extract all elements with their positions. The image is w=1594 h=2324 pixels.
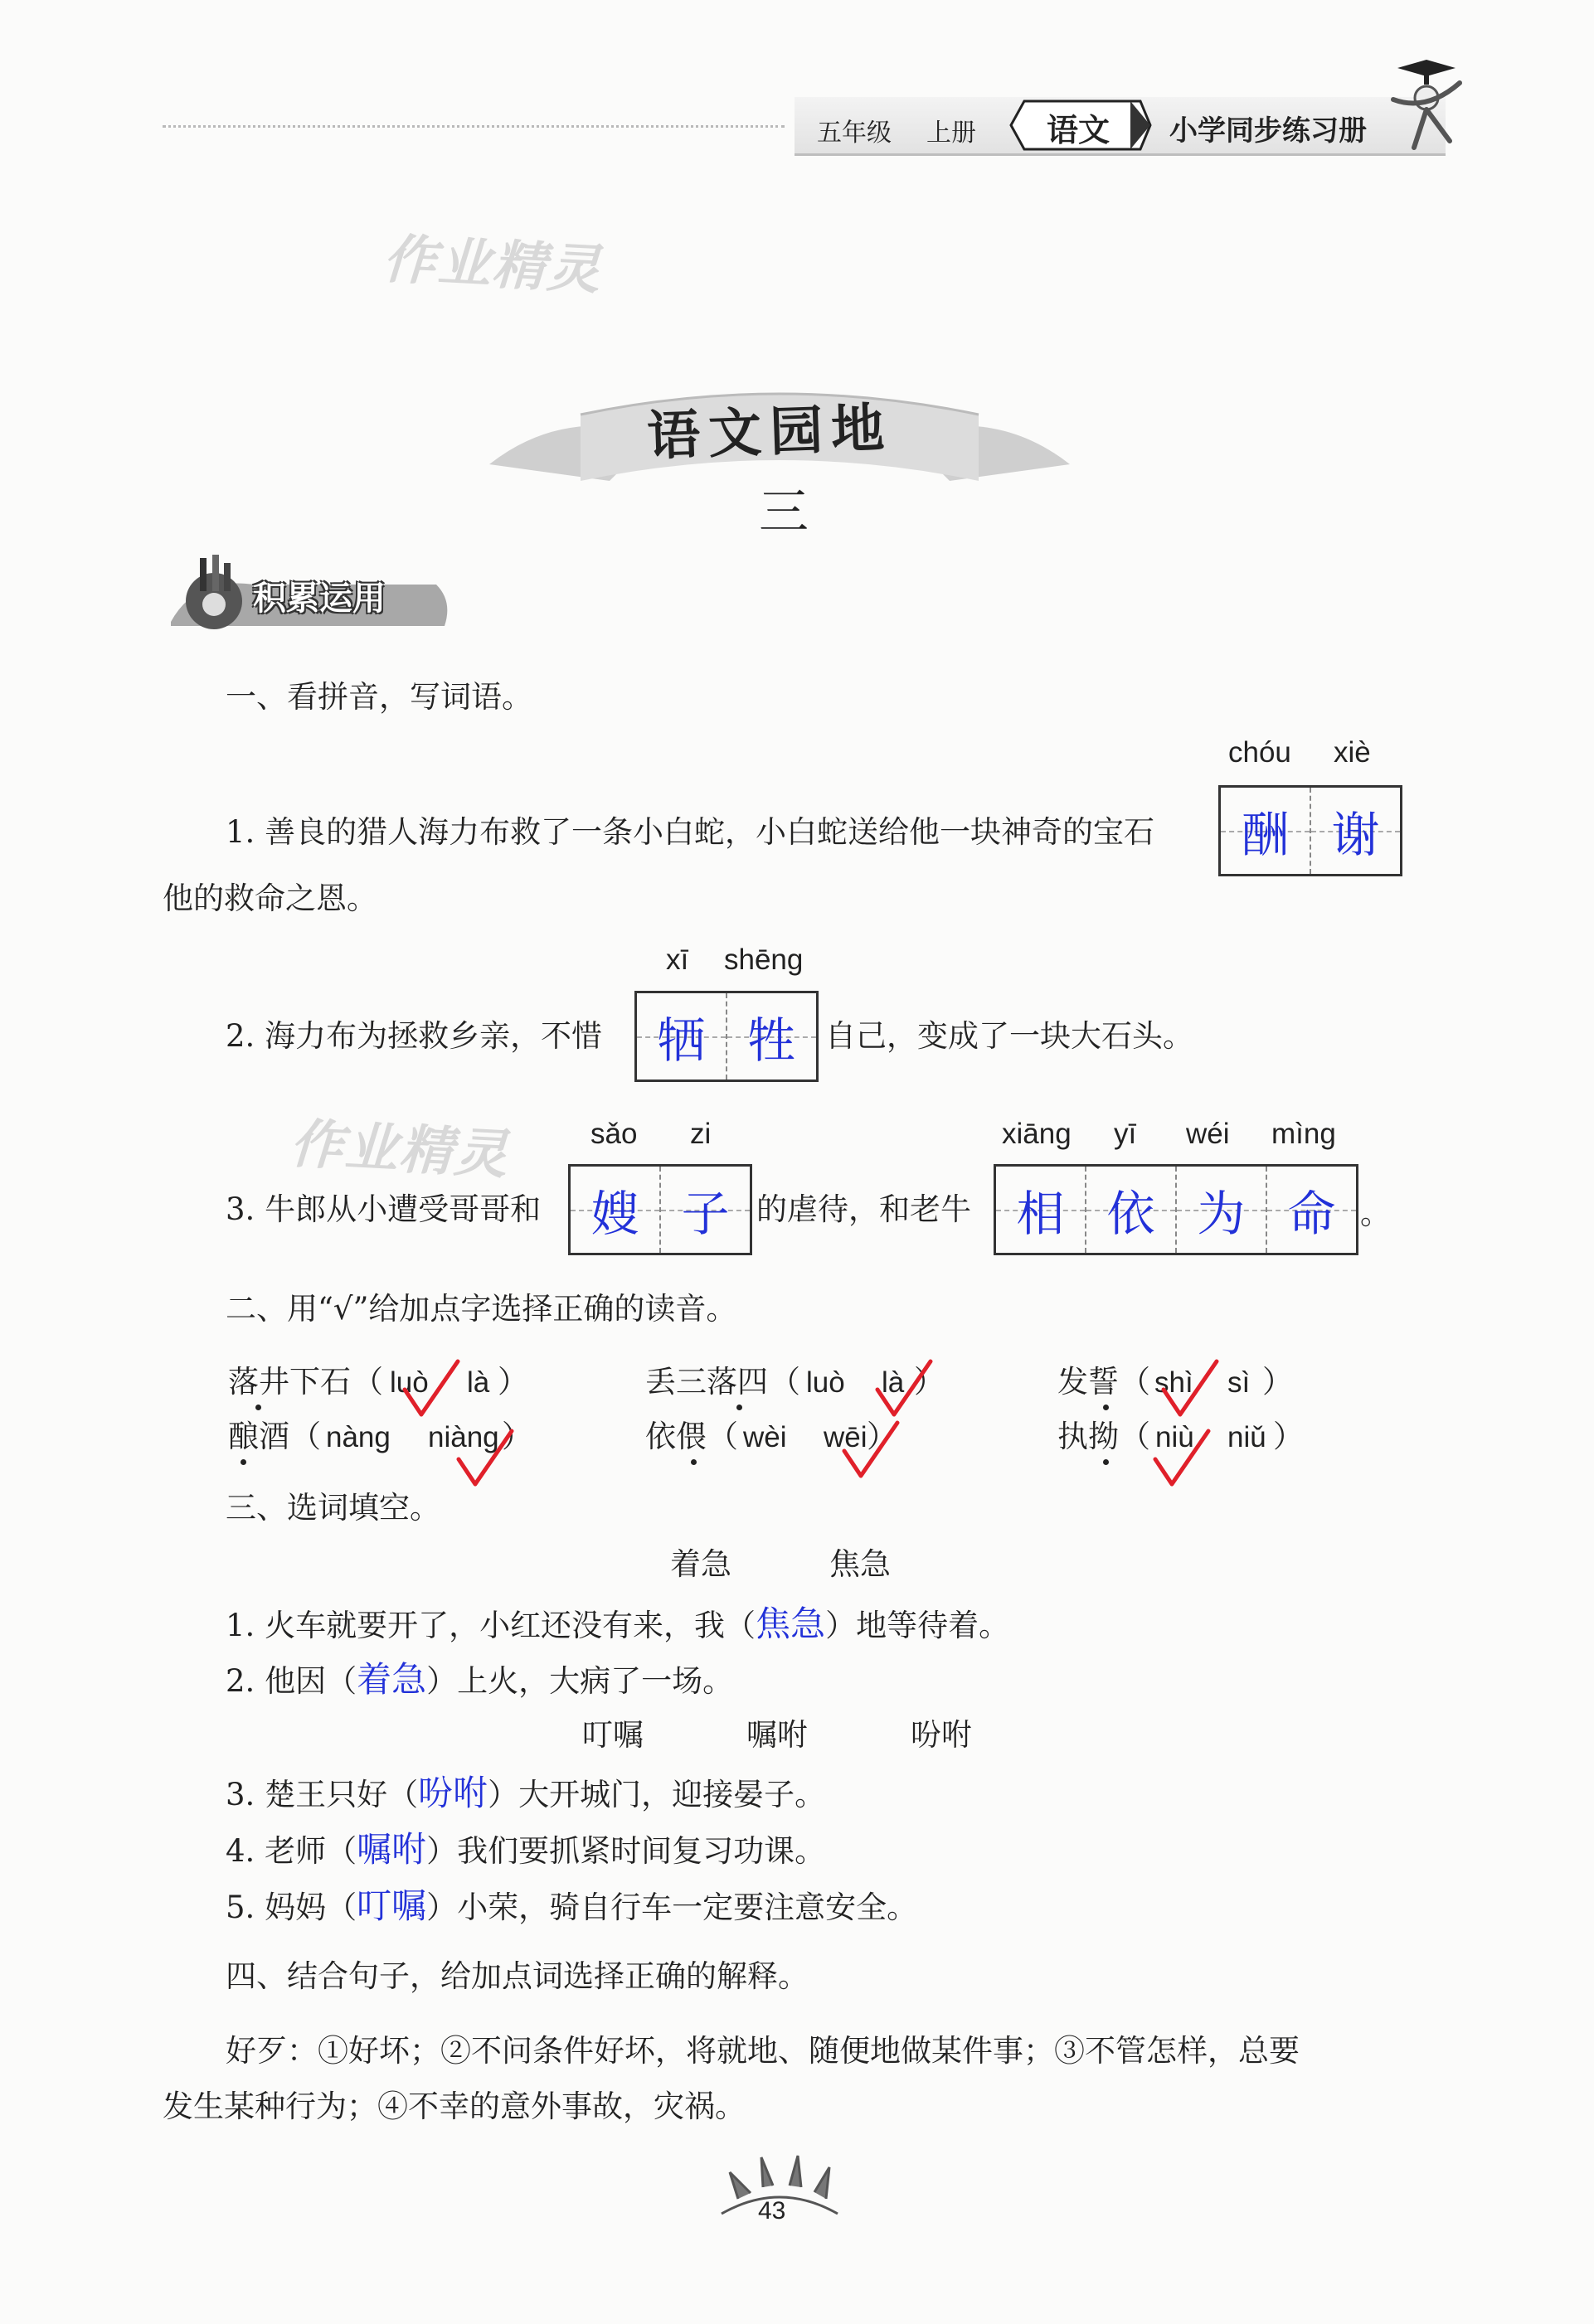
q2-item2-open: （ bbox=[770, 1364, 800, 1400]
q2-item4-opt2: niàng bbox=[428, 1421, 499, 1453]
q1-item2-pinyin-1: xī bbox=[666, 944, 689, 976]
unit-title: 语文园地 bbox=[645, 396, 894, 468]
q1-item3-answer-a-char-1: 嫂 bbox=[590, 1186, 639, 1242]
header-volume: 上册 bbox=[926, 119, 976, 148]
watermark-middle: 作业精灵 bbox=[288, 1113, 511, 1186]
q3-s4: 4. 老师（嘱咐）我们要抓紧时间复习功课。 bbox=[226, 1829, 826, 1870]
q3-s5: 5. 妈妈（叮嘱）小荣，骑自行车一定要注意安全。 bbox=[226, 1885, 918, 1926]
q3-choice-b-2: 嘱咐 bbox=[746, 1717, 808, 1753]
q2-heading: 二、用“√”给加点字选择正确的读音。 bbox=[226, 1291, 737, 1327]
q2-item2-opt2: là bbox=[882, 1366, 905, 1399]
q2-item6-emphasis-dot bbox=[1103, 1459, 1109, 1465]
q2-item6-opt1: niù bbox=[1155, 1421, 1194, 1453]
q2-item1-open: （ bbox=[352, 1364, 383, 1400]
q2-item5-word: 依偎 bbox=[645, 1419, 707, 1454]
q3-choice-b-1: 叮嘱 bbox=[582, 1717, 644, 1753]
q1-item3-text-middle: 的虐待，和老牛 bbox=[756, 1191, 971, 1227]
q3-s2-answer: 着急 bbox=[357, 1659, 427, 1700]
q2-item6-word: 执拗 bbox=[1057, 1419, 1119, 1454]
q1-item3-answer-b-char-4: 命 bbox=[1287, 1186, 1336, 1242]
q1-item1-answer-char-2: 谢 bbox=[1331, 807, 1380, 863]
unit-number: 三 bbox=[759, 483, 809, 541]
q2-item3-opt2: sì bbox=[1227, 1366, 1251, 1399]
q2-item3-emphasis-dot bbox=[1103, 1405, 1109, 1410]
q4-definition-line-2: 发生某种行为；④不幸的意外事故，灾祸。 bbox=[163, 2089, 746, 2124]
q2-item2-close: ） bbox=[914, 1364, 945, 1400]
q3-s4-answer: 嘱咐 bbox=[357, 1829, 427, 1870]
q3-s3: 3. 楚王只好（吩咐）大开城门，迎接晏子。 bbox=[226, 1773, 826, 1813]
q1-item1-text: 1. 善良的猎人海力布救了一条小白蛇，小白蛇送给他一块神奇的宝石 bbox=[226, 814, 1155, 850]
q2-item1-emphasis-dot bbox=[255, 1405, 261, 1410]
q2-item5-open: （ bbox=[707, 1419, 738, 1454]
q3-heading: 三、选词填空。 bbox=[226, 1490, 440, 1526]
q2-item6-close: ） bbox=[1273, 1419, 1304, 1454]
q3-choice-a-2: 焦急 bbox=[829, 1546, 891, 1582]
q2-item5-opt2: wēi bbox=[824, 1421, 867, 1453]
q3-choice-b-3: 吩咐 bbox=[911, 1717, 972, 1753]
q4-definition-line-1: 好歹：①好坏；②不问条件好坏，将就地、随便地做某件事；③不管怎样，总要 bbox=[226, 2033, 1300, 2069]
q1-item3-answer-b-char-2: 依 bbox=[1106, 1186, 1155, 1242]
check-mark-icon bbox=[871, 1356, 937, 1423]
q2-item4-opt1: nàng bbox=[326, 1421, 391, 1453]
q1-item3-text-before: 3. 牛郎从小遭受哥哥和 bbox=[226, 1191, 542, 1227]
q1-item2-answer-box bbox=[634, 991, 819, 1082]
q2-item5-opt1: wèi bbox=[743, 1421, 787, 1453]
q1-item3-pinyin-b-2: yī bbox=[1114, 1118, 1137, 1150]
q2-item4-emphasis-dot bbox=[241, 1459, 246, 1465]
q2-item6-opt2: niǔ bbox=[1227, 1421, 1266, 1453]
q1-item3-text-after: 。 bbox=[1360, 1196, 1391, 1231]
check-mark-icon bbox=[838, 1418, 904, 1484]
q2-item4-close: ） bbox=[502, 1419, 532, 1454]
q2-item1-opt2: là bbox=[467, 1366, 490, 1399]
q3-choice-a-1: 着急 bbox=[670, 1546, 731, 1582]
q2-item3-open: （ bbox=[1120, 1364, 1150, 1400]
q1-item1-answer-box bbox=[1218, 785, 1402, 876]
q1-item2-text-before: 2. 海力布为拯救乡亲，不惜 bbox=[226, 1018, 603, 1054]
check-mark-icon bbox=[1157, 1356, 1223, 1423]
q2-item3-word: 发誓 bbox=[1057, 1364, 1119, 1400]
q3-s1-answer: 焦急 bbox=[756, 1604, 826, 1644]
q1-item2-answer-char-1: 牺 bbox=[657, 1012, 706, 1069]
header-subject: 语文 bbox=[1047, 111, 1110, 148]
q2-item2-word: 丢三落四 bbox=[645, 1364, 768, 1400]
q2-item5-emphasis-dot bbox=[691, 1459, 697, 1465]
q3-s1: 1. 火车就要开了，小红还没有来，我（焦急）地等待着。 bbox=[226, 1604, 1010, 1644]
header-dotted-rule bbox=[163, 125, 785, 128]
check-mark-icon bbox=[452, 1426, 518, 1492]
q1-item1-answer-char-1: 酬 bbox=[1241, 807, 1290, 863]
q2-item3-opt1: shì bbox=[1154, 1366, 1193, 1399]
q1-item3-answer-box-a bbox=[568, 1164, 752, 1255]
q2-item4-word: 酿酒 bbox=[228, 1419, 289, 1454]
q1-item1-pinyin-2: xiè bbox=[1334, 736, 1371, 769]
watermark-top: 作业精灵 bbox=[381, 229, 604, 302]
q2-item5-close: ） bbox=[867, 1419, 897, 1454]
q2-item1-word: 落井下石 bbox=[228, 1364, 351, 1400]
check-mark-icon bbox=[398, 1356, 464, 1423]
q3-s5-answer: 叮嘱 bbox=[357, 1885, 427, 1926]
header-grade: 五年级 bbox=[817, 119, 892, 148]
q2-item4-open: （ bbox=[290, 1419, 321, 1454]
q2-item1-opt1: luò bbox=[390, 1366, 429, 1399]
q1-item2-pinyin-2: shēng bbox=[724, 944, 804, 976]
page-number: 43 bbox=[758, 2197, 786, 2225]
q1-item3-answer-b-char-1: 相 bbox=[1016, 1186, 1065, 1242]
q3-s2: 2. 他因（着急）上火，大病了一场。 bbox=[226, 1659, 734, 1700]
q2-item2-emphasis-dot bbox=[736, 1405, 742, 1410]
q3-s3-answer: 吩咐 bbox=[418, 1773, 488, 1813]
q2-item3-close: ） bbox=[1262, 1364, 1293, 1400]
q1-item3-answer-box-b bbox=[994, 1164, 1358, 1255]
q1-item3-pinyin-a-1: sǎo bbox=[590, 1118, 638, 1150]
q1-item3-pinyin-b-1: xiāng bbox=[1002, 1118, 1072, 1150]
header-book-title: 小学同步练习册 bbox=[1169, 114, 1367, 148]
q1-item3-answer-b-char-3: 为 bbox=[1197, 1186, 1246, 1242]
q1-item3-pinyin-b-3: wéi bbox=[1186, 1118, 1230, 1150]
q2-item2-opt1: luò bbox=[806, 1366, 845, 1399]
q2-item6-open: （ bbox=[1120, 1419, 1150, 1454]
section-badge-label: 积累运用 bbox=[253, 580, 386, 618]
graduate-mascot-icon bbox=[1377, 50, 1476, 158]
q1-item2-text-after: 自己，变成了一块大石头。 bbox=[825, 1018, 1193, 1054]
q1-item1-text-cont: 他的救命之恩。 bbox=[163, 881, 377, 916]
q4-heading: 四、结合句子，给加点词选择正确的解释。 bbox=[226, 1958, 809, 1994]
q1-item3-pinyin-b-4: mìng bbox=[1271, 1118, 1336, 1150]
q1-item3-pinyin-a-2: zi bbox=[690, 1118, 712, 1150]
q1-item3-answer-a-char-2: 子 bbox=[681, 1186, 730, 1242]
check-mark-icon bbox=[1149, 1426, 1215, 1492]
q1-item2-answer-char-2: 牲 bbox=[747, 1012, 796, 1069]
q1-heading: 一、看拼音，写词语。 bbox=[226, 679, 532, 715]
q1-item1-pinyin-1: chóu bbox=[1228, 736, 1291, 769]
q2-item1-close: ） bbox=[498, 1364, 528, 1400]
